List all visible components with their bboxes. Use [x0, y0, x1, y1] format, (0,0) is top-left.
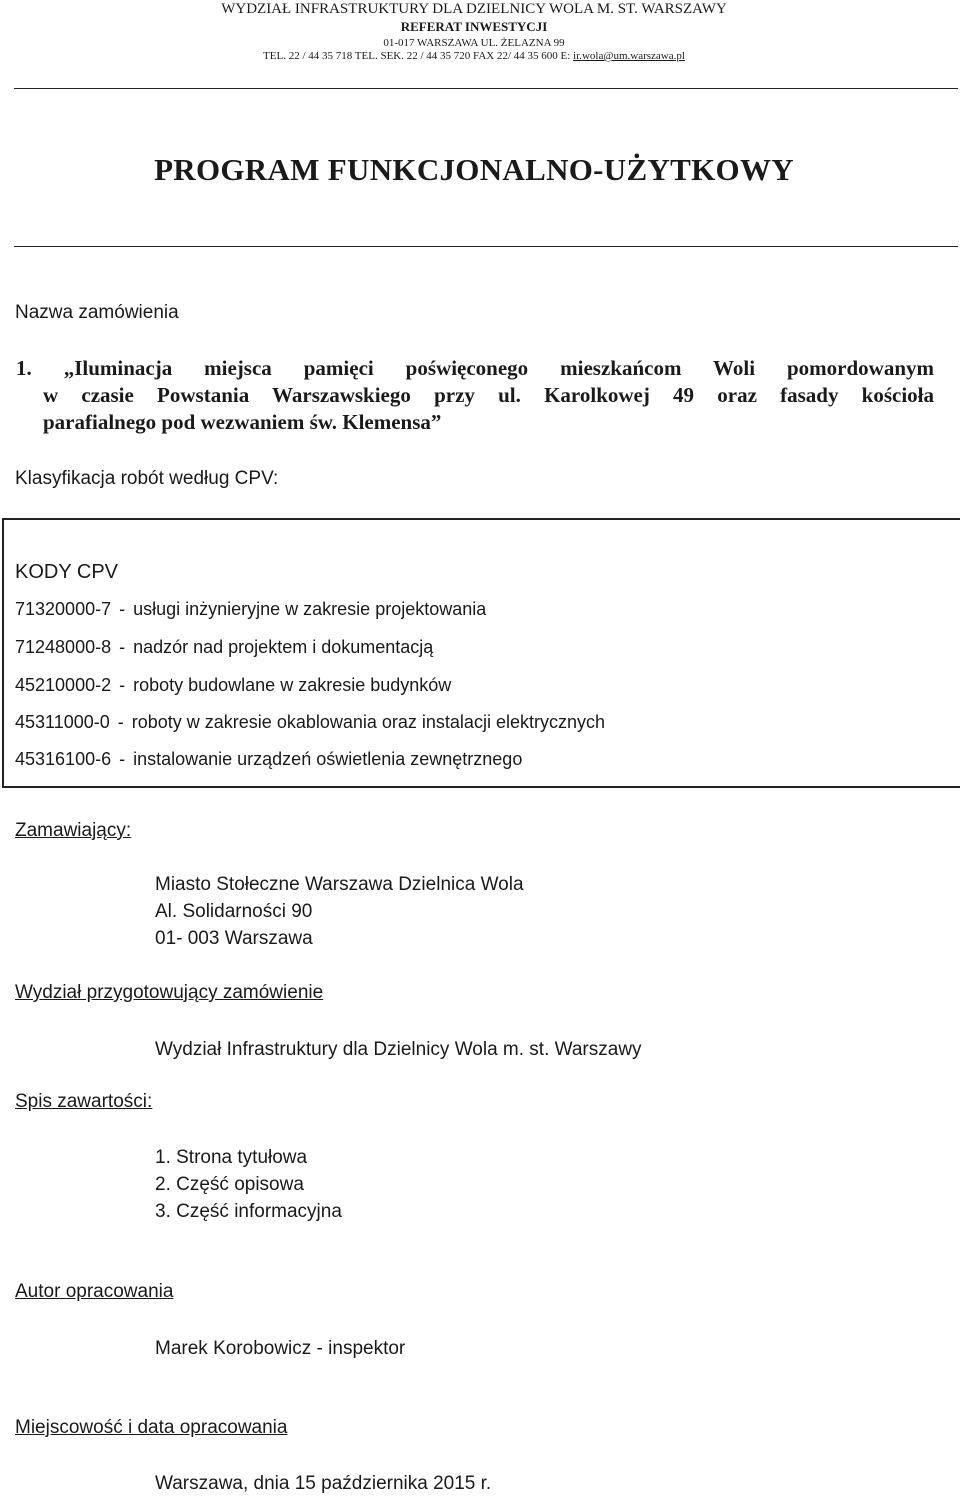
header-address: 01-017 WARSZAWA UL. ŻELAZNA 99: [383, 37, 565, 49]
department-value: Wydział Infrastruktury dla Dzielnicy Wola m. st. Warszawy: [155, 1039, 642, 1060]
order-title-line: 1. „Iluminacja miejsca pamięci poświęconego mieszkańcom Woli pomordowanym: [16, 356, 934, 380]
place-date-value: Warszawa, dnia 15 października 2015 r.: [155, 1473, 492, 1494]
client-line: 01- 003 Warszawa: [155, 928, 313, 949]
order-title-line: w czasie Powstania Warszawskiego przy ul. Karolkowej 49 oraz fasady kościoła: [43, 383, 934, 407]
contents-item: 1. Strona tytułowa: [155, 1147, 308, 1168]
cpv-description: usługi inżynieryjne w zakresie projektowania: [133, 599, 487, 619]
cpv-description: roboty w zakresie okablowania oraz instalacji elektrycznych: [131, 712, 605, 732]
cpv-code: 45316100-6: [15, 749, 112, 769]
cpv-row: 71248000-8 - nadzór nad projektem i dokumentacją: [15, 637, 434, 657]
order-title-line: parafialnego pod wezwaniem św. Klemensa”: [43, 410, 442, 434]
cpv-heading: KODY CPV: [15, 561, 118, 583]
title-divider: [14, 246, 958, 247]
author-value: Marek Korobowicz - inspektor: [155, 1338, 406, 1359]
cpv-row: 45311000-0 - roboty w zakresie okablowania oraz instalacji elektrycznych: [15, 712, 605, 732]
email-link[interactable]: ir.wola@um.warszawa.pl: [573, 50, 685, 62]
header-section: REFERAT INWESTYCJI: [400, 19, 548, 34]
page-title: PROGRAM FUNKCJONALNO-UŻYTKOWY: [154, 152, 794, 187]
cpv-code: 71248000-8: [15, 637, 112, 657]
contents-item: 2. Część opisowa: [155, 1174, 304, 1195]
header-contact: [0, 50, 948, 62]
contents-item: 3. Część informacyjna: [155, 1201, 342, 1222]
contents-label: Spis zawartości:: [15, 1091, 153, 1112]
cpv-row: 71320000-7 - usługi inżynieryjne w zakresie projektowania: [15, 599, 487, 619]
cpv-row: 45210000-2 - roboty budowlane w zakresie budynków: [15, 675, 452, 695]
department-label: Wydział przygotowujący zamówienie: [15, 982, 324, 1003]
author-label: Autor opracowania: [15, 1281, 174, 1302]
place-date-label: Miejscowość i data opracowania: [15, 1417, 288, 1438]
header-divider: [14, 88, 958, 89]
cpv-description: instalowanie urządzeń oświetlenia zewnętrznego: [133, 749, 523, 769]
client-label: Zamawiający:: [15, 820, 132, 841]
header-department: WYDZIAŁ INFRASTRUKTURY DLA DZIELNICY WOLA M. ST. WARSZAWY: [221, 1, 727, 17]
client-line: Al. Solidarności 90: [155, 901, 313, 922]
cpv-description: roboty budowlane w zakresie budynków: [133, 675, 452, 695]
cpv-description: nadzór nad projektem i dokumentacją: [133, 637, 434, 657]
cpv-code: 45311000-0: [15, 712, 110, 732]
client-address: [155, 871, 524, 952]
order-title: [16, 355, 934, 436]
cpv-row: 45316100-6 - instalowanie urządzeń oświetlenia zewnętrznego: [15, 749, 523, 769]
order-label: Nazwa zamówienia: [15, 302, 179, 323]
header-contact-text: TEL. 22 / 44 35 718 TEL. SEK. 22 / 44 35 720 FAX 22/ 44 35 600 E:: [263, 50, 574, 62]
contents-list: [155, 1144, 342, 1225]
cpv-label: Klasyfikacja robót według CPV:: [15, 468, 279, 489]
cpv-code: 71320000-7: [15, 599, 112, 619]
cpv-code: 45210000-2: [15, 675, 112, 695]
client-line: Miasto Stołeczne Warszawa Dzielnica Wola: [155, 874, 524, 895]
